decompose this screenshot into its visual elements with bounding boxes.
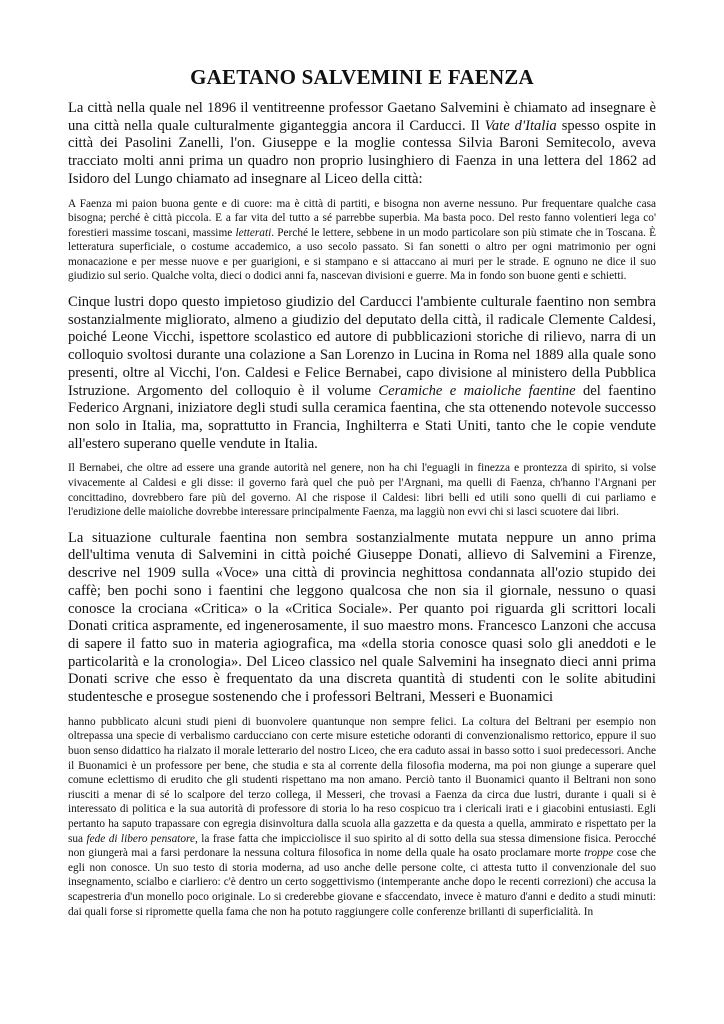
paragraph-intro-text-b: spesso ospite in città dei Pasolini Zanelli, l'on. Giuseppe e la moglie contessa Silvia Baroni Semitecolo, aveva tracciato molti anni prima un quadro non proprio lusinghiero di Faenza in una lettera del 1862 ad Isidoro del Lungo chiamato ad insegnare al Liceo della città: xyxy=(68,117,656,187)
quote-donati-text-a: hanno pubblicato alcuni studi pieni di buonvolere quantunque non sempre felici. La coltura del Beltrani per esempio non oltrepassa una specie di verbalismo carducciano con certe misure estetiche odoranti di convenzionalismo rettorico, eppure il suo buon senso didattico ha rialzato il morale letterario del nostro Liceo, che era caduto assai in basso sotto i suoi predecessori. Anche il Buonamici è un professore per bene, che studia e sta al corrente della filosofia moderna, ma poi non giunge a superare quel comune eclettismo di erudito che gli studenti rispettano ma non amano. Perciò tanto il Buonamici quanto il Beltrani non sono riusciti a menar di sé lo scalpore del terzo collega, il Messeri, che trovasi a Faenza da circa due lustri, durante i quali si è interessato di politica e la sua autorità di professore di storia lo ha reso cospicuo tra i clericali irati e i giacobini entusiasti. Egli pertanto ha saputo trapassare con egregia disinvoltura dalla scuola alla gazzetta e da questa a quella, ammirato e rispettato per la sua xyxy=(68,715,656,845)
quote-donati-text-b: la frase fatta che impicciolisce il suo spirito al di sotto della sua stessa dimensione fisica. Perocché non giungerà mai a farsi perdonare la nessuna coltura filosofica in nome della quale ha osato proclamare morte xyxy=(68,832,656,860)
document-title: GAETANO SALVEMINI E FAENZA xyxy=(190,65,534,89)
quote-carducci-text-b: . Perché le lettere, sebbene in un modo particolare son più stimate che in Toscana. È letteratura superficiale, o costume accademico, a uso secolo passato. Si fan sonetti o altro per ogni matrimonio per ogni monacazione e per messe nuove e per guarigioni, e si stampano e si attaccano ai muri per le strade. E ognuno ne dice il suo giudizio sul serio. Qualche volta, dieci o dodici anni fa, nascevan divisioni e guerre. Ma in fondo son buone genti e schietti. xyxy=(68,226,656,283)
paragraph-intro xyxy=(68,100,656,189)
paragraph-intro-italic: Vate d'Italia xyxy=(484,117,557,134)
paragraph-donati-voce: La situazione culturale faentina non sembra sostanzialmente mutata neppure un anno prima dell'ultima venuta di Salvemini in città poiché Giuseppe Donati, allievo di Salvemini a Firenze, descrive nel 1909 sulla «Voce» una città di provincia neghittosa condannata all'ozio stupido dei caffè; ben pochi sono i faentini che leggono qualcosa che non sia il giornale, nessuno o quasi conosce la crociana «Critica» o la «Critica Sociale». Per quanto poi riguarda gli scrittori locali Donati critica aspramente, ed ingenerosamente, il suo maestro mons. Francesco Lanzoni che accusa di sapere il fatto suo in materia agiografica, ma «della storia conosce quasi solo gli aneddoti e le particolarità e la cronologia». Del Liceo classico nel quale Salvemini ha insegnato dieci anni prima Donati scrive che esso è frequentato da una discreta quantità di studenti con le solite abitudini studentesche e prosegue sostenendo che i professori Beltrani, Messeri e Buonamici xyxy=(68,529,656,706)
quote-carducci-italic: letterati xyxy=(235,226,272,239)
quote-bernabei: Il Bernabei, che oltre ad essere una grande autorità nel genere, non ha chi l'eguagli in finezza e prontezza di spirito, si volse vivacemente al Caldesi e gli disse: il governo farà quel che può per l'Argnani, ma quelli di Faenza, ch'hanno l'Argnani per concittadino, dovrebbero fare più del governo. Al che rispose il Caldesi: libri belli ed utili sono quelli di cui parliamo e l'erudizione delle maioliche dovrebbe interessare principalmente Faenza, ma laggiù non evvi chi si lasci scuotere dai libri. xyxy=(68,462,656,519)
quote-donati-italic-2: troppe xyxy=(584,847,614,860)
paragraph-vicchi-italic: Ceramiche e maioliche faentine xyxy=(378,382,576,399)
quote-donati-text-c: cose che egli non conosce. Un suo testo di storia moderna, ad uso anche delle persone colte, ci attesta tutto il convenzionale del suo insegnamento, scialbo e ciarliero: c'è dentro un certo soggettivismo (intemperante anche dopo le recenti correzioni) che accusa la scapestreria d'un monello poco originale. Lo si crederebbe giovane e sfaccendato, invece è maturo d'anni e dedito a studi minuti: dai quali forse si ripromette quella fama che non ha potuto raggiungere colle conferenze brillanti di superficialità. In xyxy=(68,847,656,918)
paragraph-intro-text-a: La città nella quale nel 1896 il ventitreenne professor Gaetano Salvemini è chiamato ad insegnare è una città nella quale culturalmente giganteggia ancora il Carducci. Il xyxy=(68,100,656,134)
document-page xyxy=(68,64,656,919)
quote-donati-professori xyxy=(68,715,656,919)
paragraph-vicchi-colloquio xyxy=(68,294,656,453)
paragraph-vicchi-text-b: del faentino Federico Argnani, iniziatore degli studi sulla ceramica faentina, che sta ottenendo notevole successo non solo in Italia, ma, soprattutto in Francia, Inghilterra e Stati Uniti, tanto che le copie vendute all'estero superano quelle vendute in Italia. xyxy=(68,382,656,452)
quote-carducci-text-a: A Faenza mi paion buona gente e di cuore: ma è città di partiti, e bisogna non averne nessuno. Pur frequentare qualche casa bisogna; perché è città piccola. E a far vita del tutto a sé parrebbe superbia. Ma basta poco. Del resto fanno volentieri lega co' forestieri massime toscani, massime xyxy=(68,197,656,239)
quote-donati-italic-1: fede di libero pensatore, xyxy=(86,832,198,845)
quote-carducci-letter xyxy=(68,197,656,285)
paragraph-vicchi-text-a: Cinque lustri dopo questo impietoso giudizio del Carducci l'ambiente culturale faentino non sembra sostanzialmente migliorato, almeno a giudizio del deputato della città, il radicale Clemente Caldesi, poiché Leone Vicchi, ispettore scolastico ed autore di pubblicazioni storiche di rilievo, narra di un colloquio svoltosi durante una colazione a San Lorenzo in Lucina in Roma nel 1889 alla quale sono presenti, oltre al Vicchi, l'on. Caldesi e Felice Bernabei, capo divisione al ministero della Pubblica Istruzione. Argomento del colloquio è il volume xyxy=(68,294,656,399)
